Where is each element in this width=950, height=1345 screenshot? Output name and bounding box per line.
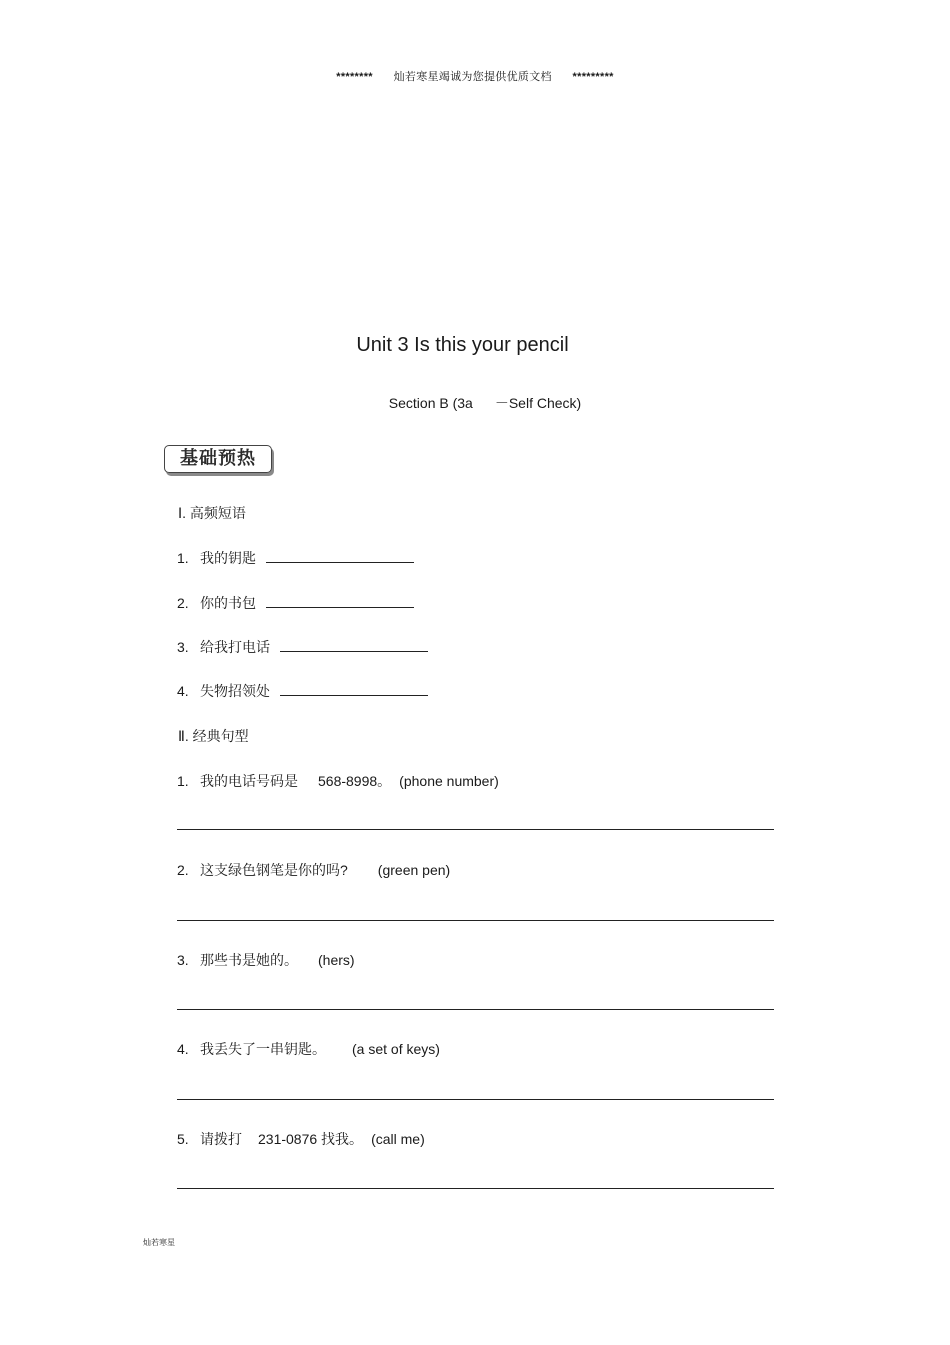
answer-line[interactable] <box>177 1188 774 1189</box>
sentence-num: 5. <box>177 1131 189 1147</box>
answer-line[interactable] <box>177 1009 774 1010</box>
sentence-hint: (call me) <box>371 1131 425 1147</box>
sentence-item <box>177 860 450 880</box>
subtitle-part1: Section B (3a <box>388 395 473 411</box>
answer-blank[interactable] <box>266 593 414 608</box>
header-stars-left: ******** <box>336 71 373 83</box>
section1-heading: Ⅰ. 高频短语 <box>178 505 246 521</box>
answer-blank[interactable] <box>266 548 414 563</box>
phrase-num: 3. <box>177 639 189 655</box>
sentence-text: 我的电话号码是 <box>200 773 298 789</box>
page-footer: 灿若寒星 <box>143 1238 175 1247</box>
sentence-hint: (phone number) <box>399 773 499 789</box>
sentence-num: 1. <box>177 773 189 789</box>
sentence-item <box>177 950 355 970</box>
answer-blank[interactable] <box>280 637 428 652</box>
phrase-text: 失物招领处 <box>200 683 270 699</box>
sentence-text: 这支绿色钢笔是你的吗? <box>200 862 348 878</box>
answer-blank[interactable] <box>280 681 428 696</box>
sentence-extra: 568-8998。 <box>318 773 392 789</box>
sentence-num: 2. <box>177 862 189 878</box>
header-stars-right: ********* <box>572 71 614 83</box>
phrase-text: 给我打电话 <box>200 639 270 655</box>
answer-line[interactable] <box>177 920 774 921</box>
sentence-extra: 231-0876 找我。 <box>258 1131 364 1147</box>
phrase-text: 你的书包 <box>200 595 256 611</box>
phrase-item <box>177 681 428 701</box>
page-title: Unit 3 Is this your pencil <box>356 334 569 356</box>
header-text: 灿若寒星竭诚为您提供优质文档 <box>393 71 552 83</box>
page-subtitle <box>0 393 950 413</box>
phrase-item <box>177 637 428 657</box>
sentence-hint: (a set of keys) <box>352 1041 440 1057</box>
sentence-text: 请拨打 <box>200 1131 242 1147</box>
page-header <box>0 68 950 84</box>
answer-line[interactable] <box>177 1099 774 1100</box>
sentence-hint: (green pen) <box>377 862 451 878</box>
sentence-hint: (hers) <box>318 952 355 968</box>
sentence-text: 我丢失了一串钥匙。 <box>200 1041 326 1057</box>
sentence-item <box>177 771 499 791</box>
phrase-num: 4. <box>177 683 189 699</box>
answer-line[interactable] <box>177 829 774 830</box>
phrase-num: 1. <box>177 550 189 566</box>
phrase-num: 2. <box>177 595 189 611</box>
sentence-item <box>177 1129 425 1149</box>
sentence-item <box>177 1039 440 1059</box>
section2-heading: Ⅱ. 经典句型 <box>178 728 249 744</box>
section-badge: 基础预热 <box>164 445 272 473</box>
sentence-text: 那些书是她的。 <box>200 952 298 968</box>
sentence-num: 3. <box>177 952 189 968</box>
sentence-num: 4. <box>177 1041 189 1057</box>
phrase-item <box>177 593 414 613</box>
phrase-item <box>177 548 414 568</box>
phrase-text: 我的钥匙 <box>200 550 256 566</box>
subtitle-part2: －Self Check) <box>494 395 582 411</box>
